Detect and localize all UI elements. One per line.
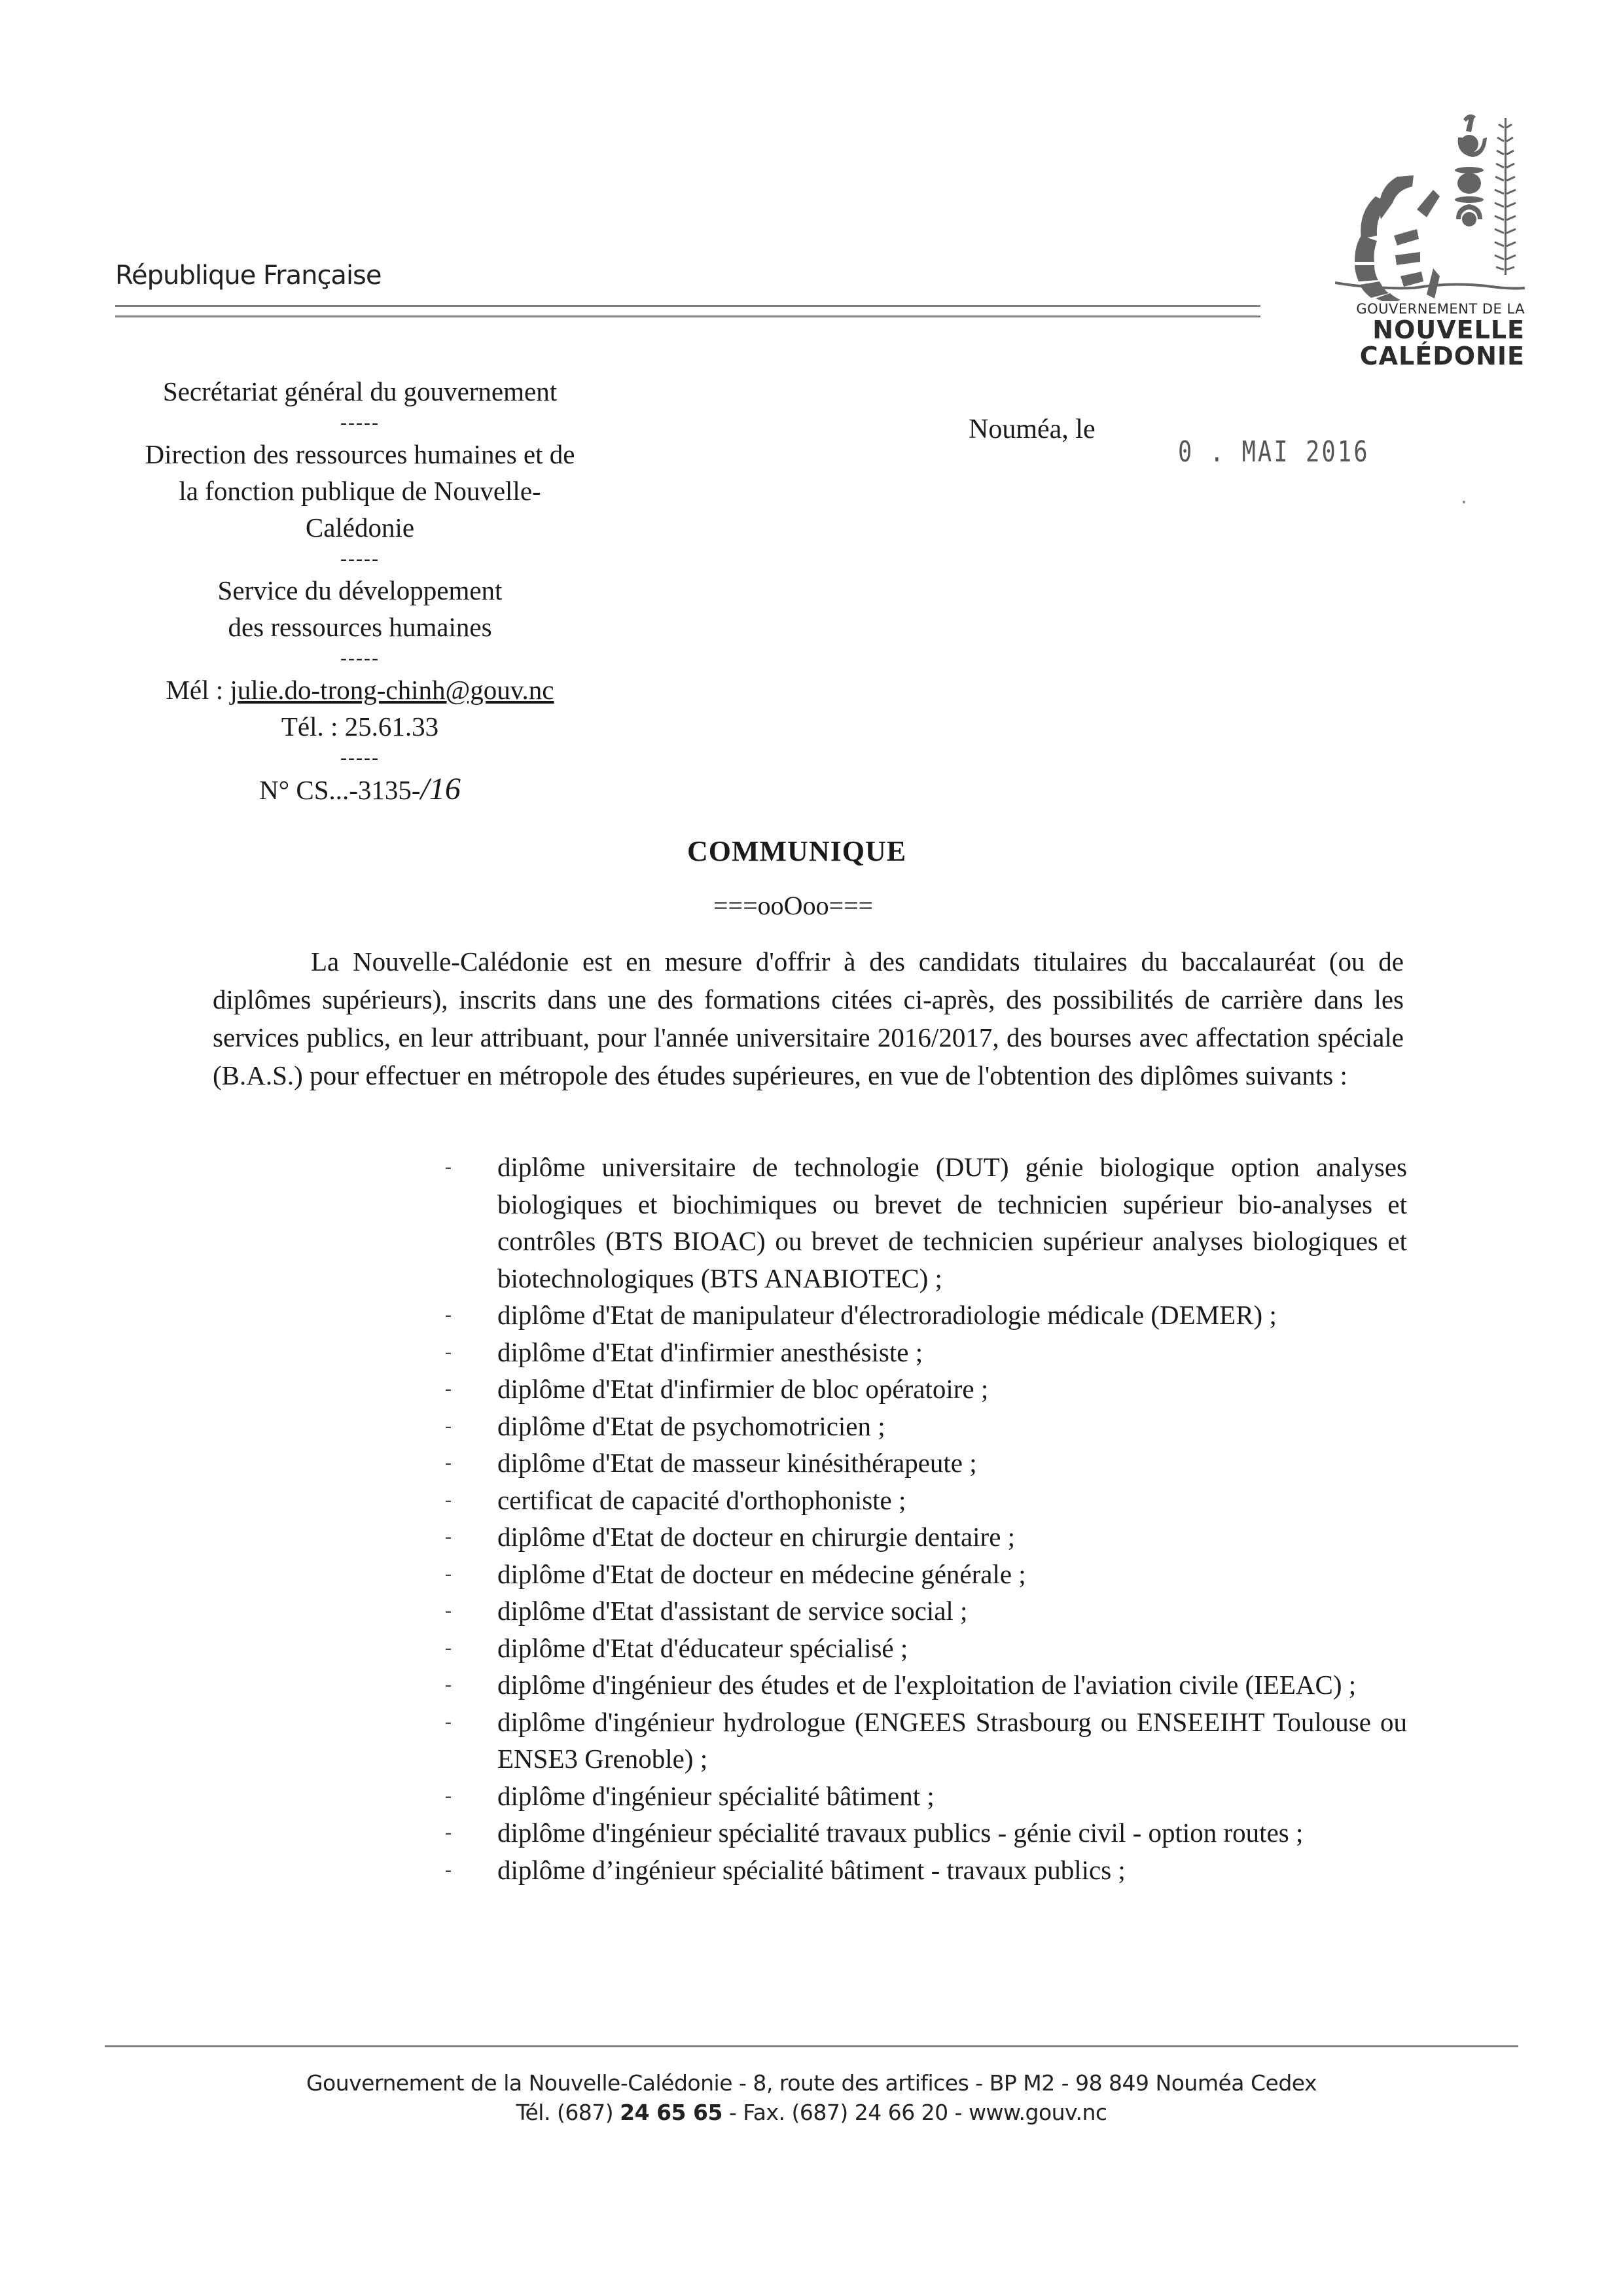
diploma-text: certificat de capacité d'orthophoniste ; <box>497 1484 906 1515</box>
secretariat-label: Secrétariat général du gouvernement <box>162 376 558 406</box>
diploma-text: diplôme d'Etat d'éducateur spécialisé ; <box>497 1632 908 1663</box>
nautilus-shell-icon <box>1355 175 1440 301</box>
list-bullet: - <box>445 1858 452 1880</box>
diploma-list-item <box>445 1704 1407 1778</box>
footer-fax: - Fax. (687) 24 66 20 - <box>722 2100 969 2125</box>
list-bullet: - <box>445 1414 452 1437</box>
diploma-text: diplôme d'ingénieur des études et de l'exploitation de l'aviation civile (IEEAC) ; <box>497 1670 1357 1700</box>
list-bullet: - <box>445 1710 452 1732</box>
diploma-list-item <box>445 1778 1407 1815</box>
separator: ----- <box>340 747 380 768</box>
fleche-faitiere-icon <box>1455 115 1487 226</box>
title-ornament: ===ooOoo=== <box>713 891 874 920</box>
diploma-list-item <box>445 1408 1407 1445</box>
logo-line-gouvernement: GOUVERNEMENT DE LA <box>1356 301 1525 317</box>
diploma-list-item <box>445 1814 1407 1852</box>
email-label: Mél : <box>166 675 230 705</box>
date-stamp: 0 . MAI 2016 <box>1178 435 1370 469</box>
nouvelle-caledonie-emblem-icon <box>1335 105 1525 301</box>
list-bullet: - <box>445 1340 452 1363</box>
diploma-text: diplôme d'Etat d'assistant de service social ; <box>497 1596 968 1626</box>
direction-line-3: Calédonie <box>305 512 415 543</box>
direction-line-1: Direction des ressources humaines et de <box>145 439 575 469</box>
diploma-list-item <box>445 1371 1407 1408</box>
separator: ----- <box>340 412 380 433</box>
diploma-list <box>445 1149 1407 1888</box>
direction-line-2: la fonction publique de Nouvelle- <box>179 476 541 506</box>
scan-speck <box>1463 501 1465 503</box>
email-line <box>105 672 615 708</box>
diploma-text: diplôme d'Etat de manipulateur d'électroradiologie médicale (DEMER) ; <box>497 1300 1277 1330</box>
service-line-1: Service du développement <box>217 575 503 605</box>
sender-block <box>105 373 615 808</box>
logo-line-caledonie: CALÉDONIE <box>1359 342 1525 370</box>
diploma-text: diplôme d'Etat d'infirmier anesthésiste ; <box>497 1336 923 1367</box>
separator: ----- <box>340 647 380 669</box>
diploma-text: diplôme d'ingénieur spécialité travaux publics - génie civil - option routes ; <box>497 1818 1304 1848</box>
logo-wordmark <box>1329 301 1525 369</box>
diploma-text: diplôme d'ingénieur spécialité bâtiment ; <box>497 1780 935 1811</box>
reference-number <box>105 771 615 808</box>
diploma-list-item <box>445 1852 1407 1889</box>
diploma-text: diplôme d'ingénieur hydrologue (ENGEES Strasbourg ou ENSEEIHT Toulouse ou ENSE3 Grenoble) ; <box>497 1706 1407 1774</box>
diploma-list-item <box>445 1334 1407 1371</box>
footer-rule <box>105 2045 1518 2047</box>
diploma-text: diplôme d'Etat d'infirmier de bloc opératoire ; <box>497 1374 989 1404</box>
reference-handwritten: /16 <box>420 772 461 806</box>
diploma-text: diplôme universitaire de technologie (DUT) génie biologique option analyses biologiques et biochimiques ou brevet de technicien supérieur bio-analyses et contrôles (BTS BIOAC) ou brevet de technicien supérieur analyses biologiques et biotechnologiques (BTS ANABIOTEC) ; <box>497 1152 1407 1293</box>
diploma-list-item <box>445 1482 1407 1519</box>
diploma-list-item <box>445 1518 1407 1556</box>
diploma-text: diplôme d’ingénieur spécialité bâtiment - travaux publics ; <box>497 1854 1126 1885</box>
diploma-list-item <box>445 1666 1407 1704</box>
logo-line-nouvelle: NOUVELLE <box>1372 315 1525 344</box>
list-bullet: - <box>445 1674 452 1695</box>
diploma-text: diplôme d'Etat de docteur en chirurgie dentaire ; <box>497 1522 1016 1552</box>
diploma-text: diplôme d'Etat de masseur kinésithérapeute ; <box>497 1448 977 1478</box>
diploma-list-item <box>445 1556 1407 1593</box>
date-label: Nouméa, le <box>969 414 1096 444</box>
footer-address: Gouvernement de la Nouvelle-Calédonie - 8, route des artifices - BP M2 - 98 849 Nouméa Cedex <box>306 2070 1317 2096</box>
list-bullet: - <box>445 1452 452 1473</box>
araucaria-pine-icon <box>1495 118 1516 275</box>
diploma-text: diplôme d'Etat de docteur en médecine générale ; <box>497 1558 1026 1589</box>
list-bullet: - <box>445 1600 452 1621</box>
phone-line: Tél. : 25.61.33 <box>281 711 439 742</box>
diploma-list-item <box>445 1297 1407 1334</box>
diploma-list-item <box>445 1592 1407 1630</box>
email-link[interactable]: julie.do-trong-chinh@gouv.nc <box>230 675 554 705</box>
list-bullet: - <box>445 1488 452 1511</box>
list-bullet: - <box>445 1784 452 1806</box>
footer <box>105 2068 1518 2127</box>
list-bullet: - <box>445 1821 452 1843</box>
list-bullet: - <box>445 1156 452 1177</box>
separator: ----- <box>340 548 380 569</box>
list-bullet: - <box>445 1378 452 1399</box>
list-bullet: - <box>445 1562 452 1585</box>
list-bullet: - <box>445 1304 452 1325</box>
footer-tel-label: Tél. (687) <box>516 2100 620 2125</box>
diploma-list-item <box>445 1444 1407 1482</box>
footer-tel-number: 24 65 65 <box>620 2100 722 2125</box>
intro-paragraph: La Nouvelle-Calédonie est en mesure d'offrir à des candidats titulaires du baccalauréat (ou de diplômes supérieurs), inscrits dans une des formations citées ci-après, des possibilités de carrière dans les services publics, en leur attribuant, pour l'année universitaire 2016/2017, des bourses avec affectation spéciale (B.A.S.) pour effectuer en métropole des études supérieures, en vue de l'obtention des diplômes suivants : <box>213 946 1404 1090</box>
republic-header: République Française <box>115 260 382 291</box>
footer-contact <box>105 2098 1518 2127</box>
list-bullet: - <box>445 1526 452 1547</box>
diploma-list-item <box>445 1149 1407 1297</box>
diploma-text: diplôme d'Etat de psychomotricien ; <box>497 1410 885 1441</box>
reference-prefix: N° CS...-3135- <box>259 775 421 805</box>
service-line-2: des ressources humaines <box>228 612 492 642</box>
diploma-list-item <box>445 1630 1407 1667</box>
document-title: COMMUNIQUE <box>687 835 907 867</box>
list-bullet: - <box>445 1636 452 1659</box>
header-rule-top <box>115 305 1260 307</box>
header-rule-bottom <box>115 315 1260 317</box>
footer-website-link[interactable]: www.gouv.nc <box>969 2100 1107 2125</box>
